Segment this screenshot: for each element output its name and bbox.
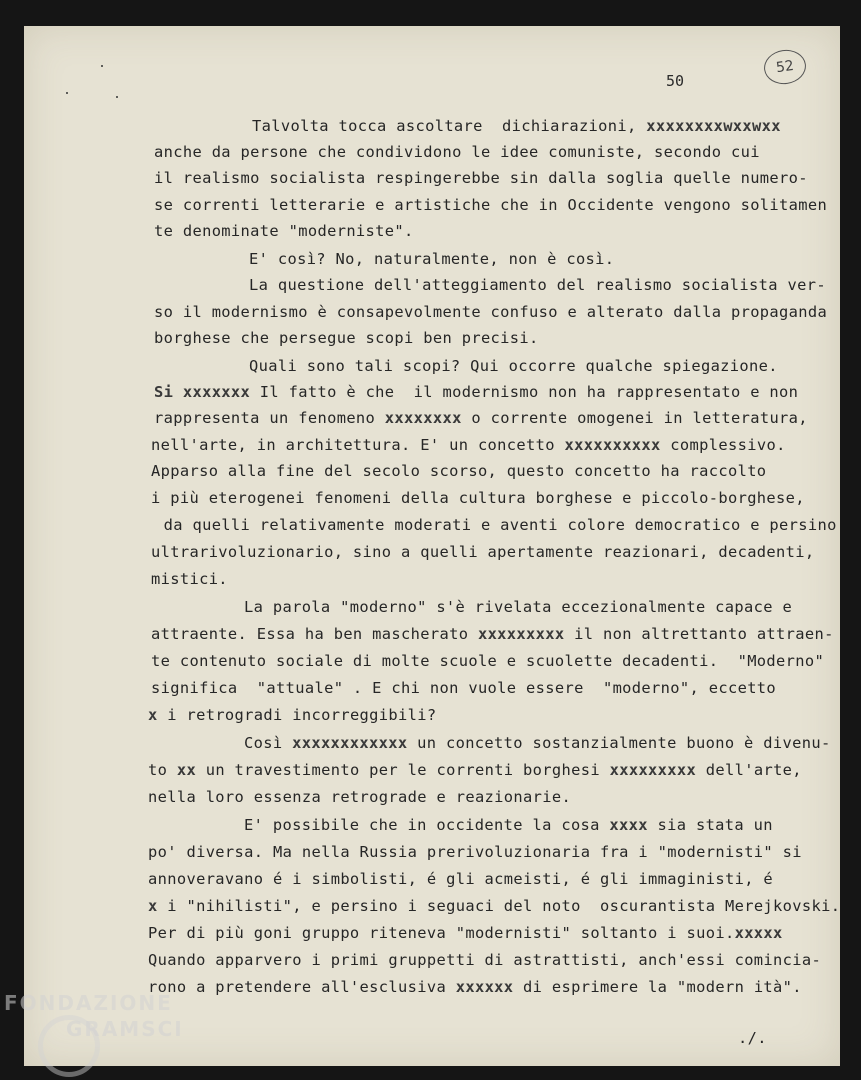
line-text: anche da persone che condividono le idee comuniste, secondo cui — [154, 143, 760, 161]
watermark — [4, 990, 184, 1042]
struck-out-text: xxxxxxxxx — [477, 625, 565, 643]
text-line — [148, 977, 802, 997]
text-line — [148, 950, 821, 970]
line-text: mistici. — [151, 570, 228, 588]
text-line — [148, 842, 802, 862]
struck-out-text: xxxxxxxxxxxx — [292, 734, 408, 752]
line-text: Apparso alla fine del secolo scorso, questo concetto ha raccolto — [151, 462, 767, 480]
line-text: sia stata un — [647, 816, 773, 834]
struck-out-text: xx — [176, 761, 197, 779]
line-text: te denominate "moderniste". — [154, 222, 414, 240]
text-line — [244, 815, 773, 835]
line-text: significa "attuale" . E chi non vuole essere "moderno", eccetto — [151, 679, 777, 697]
text-line — [151, 651, 824, 671]
text-line — [148, 787, 571, 807]
text-line — [249, 249, 614, 269]
text-line — [154, 195, 827, 215]
line-text: ultrarivoluzionario, sino a quelli apertamente reazionari, decadenti, — [151, 543, 815, 561]
text-line — [249, 356, 778, 376]
struck-out-text: x — [148, 897, 158, 915]
text-line — [151, 624, 834, 644]
line-text: Per di più goni gruppo riteneva "modernisti" soltanto i suoi. — [148, 924, 735, 942]
line-text: i "nihilisti", e persino i seguaci del noto oscurantista Merejkovski. — [157, 897, 841, 915]
line-text: il realismo socialista respingerebbe sin dalla soglia quelle numero- — [154, 169, 808, 187]
line-text: so il modernismo è consapevolmente confuso e alterato dalla propaganda — [154, 303, 828, 321]
line-text: di esprimere la "modern ità". — [513, 978, 802, 996]
archive-stamp: 52 — [762, 47, 808, 87]
line-text: dell'arte, — [696, 761, 802, 779]
text-line — [151, 569, 228, 589]
text-line — [244, 597, 792, 617]
end-mark: ./. — [738, 1029, 767, 1047]
line-text: po' diversa. Ma nella Russia prerivoluzionaria fra i "modernisti" si — [148, 843, 802, 861]
text-line — [148, 923, 783, 943]
text-line — [148, 869, 773, 889]
text-line — [151, 542, 815, 562]
text-line — [249, 275, 826, 295]
text-line — [148, 896, 840, 916]
text-line — [151, 435, 786, 455]
line-text: complessivo. — [660, 436, 786, 454]
watermark-line-2: GRAMSCI — [66, 1017, 184, 1041]
line-text: attraente. Essa ha ben mascherato — [151, 625, 478, 643]
struck-out-text: xxxx — [609, 816, 648, 834]
line-text: Quando apparvero i primi gruppetti di astrattisti, anch'essi comincia- — [148, 951, 822, 969]
struck-out-text: xxxxxxxxx — [609, 761, 697, 779]
text-line — [154, 515, 837, 535]
text-line — [154, 142, 760, 162]
line-text: un travestimento per le correnti borghesi — [196, 761, 610, 779]
text-line — [154, 408, 808, 428]
line-text: un concetto sostanzialmente buono è divenu- — [407, 734, 831, 752]
text-line — [151, 461, 766, 481]
line-text: rono a pretendere all'esclusiva — [148, 978, 456, 996]
line-text: La questione dell'atteggiamento del realismo socialista ver- — [249, 276, 826, 294]
text-line — [154, 302, 827, 322]
line-text: borghese che persegue scopi ben precisi. — [154, 329, 539, 347]
line-text: rappresenta un fenomeno — [154, 409, 385, 427]
struck-out-text: xxxxxxxxxx — [564, 436, 661, 454]
struck-out-text: xxxxx — [734, 924, 783, 942]
text-line — [244, 733, 831, 753]
line-text: Talvolta tocca ascoltare dichiarazioni, — [252, 117, 647, 135]
text-line — [252, 116, 781, 136]
line-text: nell'arte, in architettura. E' un concetto — [151, 436, 565, 454]
struck-out-text: x — [148, 706, 158, 724]
line-text: nella loro essenza retrograde e reazionarie. — [148, 788, 572, 806]
struck-out-text: xxxxxx — [455, 978, 514, 996]
line-text: Così — [244, 734, 293, 752]
struck-out-text: xxxxxxxx — [384, 409, 462, 427]
line-text: to — [148, 761, 177, 779]
line-text: se correnti letterarie e artistiche che in Occidente vengono solitamen — [154, 196, 828, 214]
text-line — [154, 328, 539, 348]
watermark-line-1: FONDAZIONE — [4, 991, 173, 1015]
line-text: il non altrettanto attraen- — [564, 625, 834, 643]
line-text: E' così? No, naturalmente, non è così. — [249, 250, 615, 268]
line-text: te contenuto sociale di molte scuole e scuolette decadenti. "Moderno" — [151, 652, 825, 670]
line-text: i più eterogenei fenomeni della cultura borghese e piccolo-borghese, — [151, 489, 805, 507]
line-text: o corrente omogenei in letteratura, — [461, 409, 808, 427]
line-text: E' possibile che in occidente la cosa — [244, 816, 610, 834]
line-text: Quali sono tali scopi? Qui occorre qualche spiegazione. — [249, 357, 778, 375]
text-line — [151, 678, 776, 698]
struck-out-text: xxxxxxxxwxxwxx — [646, 117, 781, 135]
line-text: annoveravano é i simbolisti, é gli acmeisti, é gli immaginisti, é — [148, 870, 774, 888]
text-line — [154, 168, 808, 188]
text-line — [148, 760, 802, 780]
text-line — [151, 488, 805, 508]
text-line — [154, 221, 414, 241]
line-text: La parola "moderno" s'è rivelata eccezionalmente capace e — [244, 598, 793, 616]
text-line — [148, 705, 437, 725]
page-number: 50 — [666, 72, 685, 90]
struck-out-text: Si xxxxxxx — [154, 383, 251, 401]
line-text: da quelli relativamente moderati e aventi colore democratico e persino — [154, 516, 837, 534]
line-text: i retrogradi incorreggibili? — [157, 706, 437, 724]
line-text: Il fatto è che il modernismo non ha rappresentato e non — [250, 383, 799, 401]
text-line — [154, 382, 798, 402]
